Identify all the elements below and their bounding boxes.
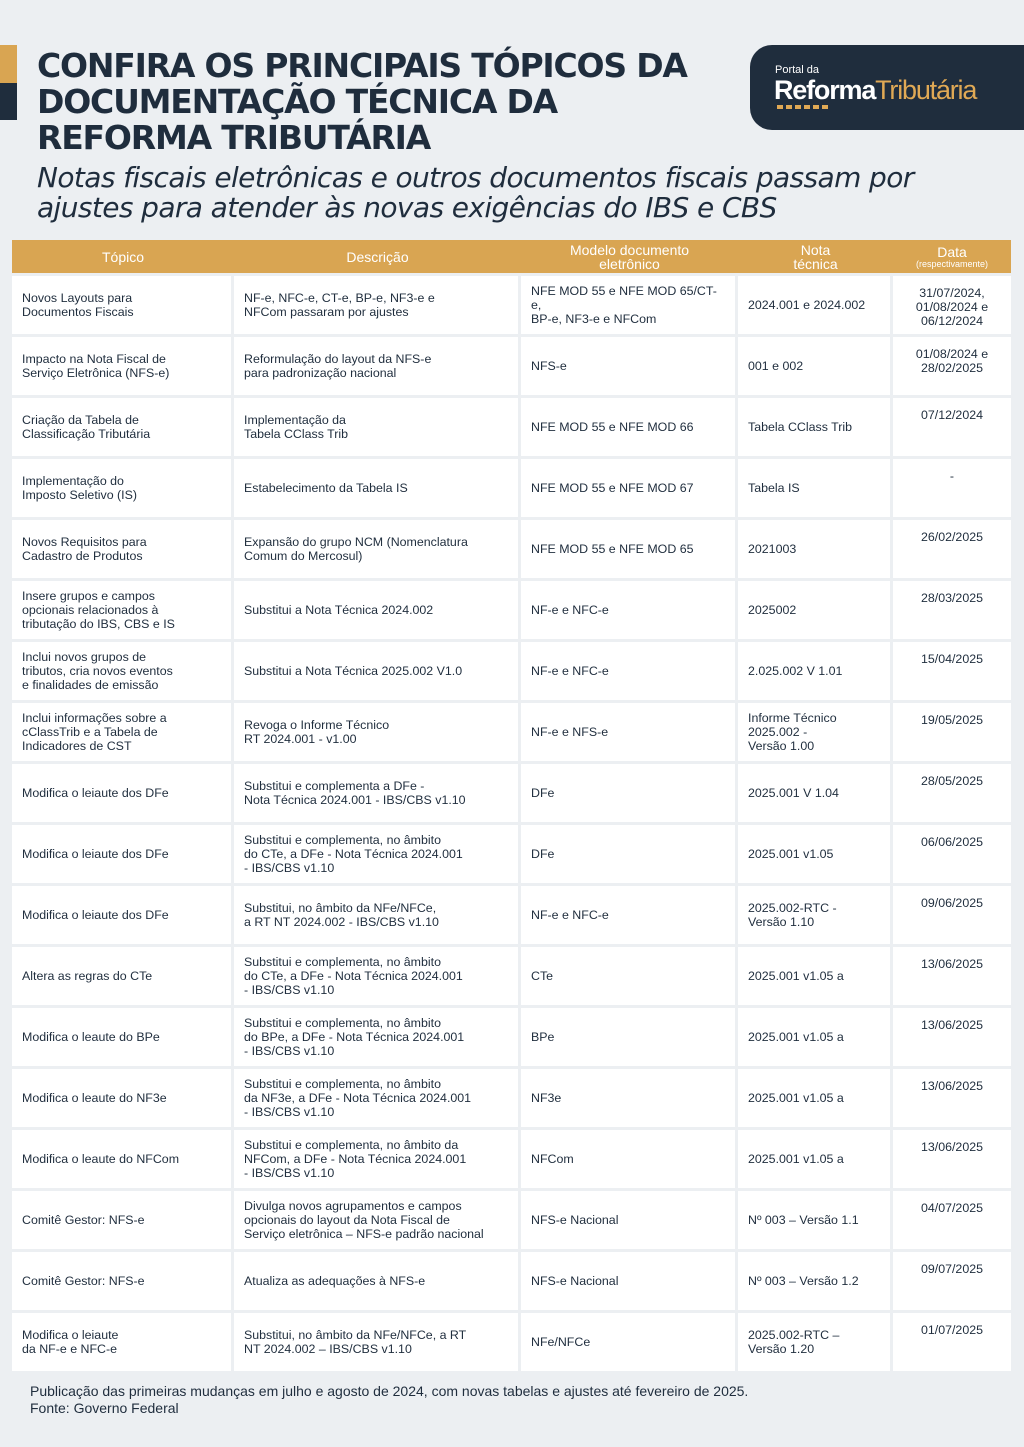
cell-topico: Comitê Gestor: NFS-e — [12, 1191, 231, 1249]
cell-modelo: DFe — [521, 764, 735, 822]
cell-modelo: NFE MOD 55 e NFE MOD 66 — [521, 398, 735, 456]
cell-data: 09/07/2025 — [893, 1252, 1011, 1310]
table-row — [12, 825, 1011, 883]
cell-data: 13/06/2025 — [893, 1069, 1011, 1127]
cell-topico: Inclui novos grupos de tributos, cria novos eventos e finalidades de emissão — [12, 642, 231, 700]
header-data-sub: (respectivamente) — [915, 258, 989, 269]
cell-data: 04/07/2025 — [893, 1191, 1011, 1249]
table-row — [12, 459, 1011, 517]
cell-topico: Implementação do Imposto Seletivo (IS) — [12, 459, 231, 517]
table-row — [12, 520, 1011, 578]
logo-wordmark — [774, 75, 976, 106]
page-title: CONFIRA OS PRINCIPAIS TÓPICOS DA DOCUMENTAÇÃO TÉCNICA DA REFORMA TRIBUTÁRIA — [37, 46, 687, 157]
footer-note: Publicação das primeiras mudanças em julho e agosto de 2024, com novas tabelas e ajustes até fevereiro de 2025. — [30, 1383, 749, 1399]
cell-descricao: Substitui e complementa, no âmbito do CTe, a DFe - Nota Técnica 2024.001 - IBS/CBS v1.10 — [234, 825, 518, 883]
cell-data: 06/06/2025 — [893, 825, 1011, 883]
cell-nota: 2025002 — [738, 581, 890, 639]
cell-data: 13/06/2025 — [893, 1008, 1011, 1066]
cell-nota: 2025.002-RTC - Versão 1.10 — [738, 886, 890, 944]
cell-nota: Tabela CClass Trib — [738, 398, 890, 456]
header-topico: Tópico — [101, 248, 145, 265]
footer-source: Fonte: Governo Federal — [30, 1400, 179, 1416]
cell-modelo: NFE MOD 55 e NFE MOD 65 — [521, 520, 735, 578]
cell-nota: 2.025.002 V 1.01 — [738, 642, 890, 700]
cell-descricao: Substitui a Nota Técnica 2025.002 V1.0 — [234, 642, 518, 700]
cell-nota: 2025.001 v1.05 a — [738, 947, 890, 1005]
cell-modelo: CTe — [521, 947, 735, 1005]
accent-bar-gold — [0, 45, 17, 83]
cell-topico: Insere grupos e campos opcionais relacionados à tributação do IBS, CBS e IS — [12, 581, 231, 639]
cell-descricao: Estabelecimento da Tabela IS — [234, 459, 518, 517]
topics-table — [12, 240, 1011, 1371]
cell-topico: Criação da Tabela de Classificação Tributária — [12, 398, 231, 456]
cell-descricao: Expansão do grupo NCM (Nomenclatura Comum do Mercosul) — [234, 520, 518, 578]
cell-modelo: NFS-e Nacional — [521, 1252, 735, 1310]
cell-data: 13/06/2025 — [893, 947, 1011, 1005]
cell-topico: Modifica o leaute do NFCom — [12, 1130, 231, 1188]
accent-bar-navy — [0, 83, 17, 120]
cell-modelo: NFS-e — [521, 337, 735, 395]
cell-modelo: BPe — [521, 1008, 735, 1066]
footer — [30, 1383, 990, 1417]
cell-topico: Novos Layouts para Documentos Fiscais — [12, 276, 231, 334]
cell-modelo: NF-e e NFS-e — [521, 703, 735, 761]
cell-data: - — [893, 459, 1011, 517]
cell-data: 28/05/2025 — [893, 764, 1011, 822]
table-row — [12, 642, 1011, 700]
cell-descricao: Substitui, no âmbito da NFe/NFCe, a RT NT 2024.002 – IBS/CBS v1.10 — [234, 1313, 518, 1371]
cell-data: 31/07/2024, 01/08/2024 e 06/12/2024 — [893, 276, 1011, 334]
cell-topico: Impacto na Nota Fiscal de Serviço Eletrônica (NFS-e) — [12, 337, 231, 395]
portal-logo — [750, 45, 1024, 130]
logo-dots — [777, 105, 829, 109]
cell-data: 09/06/2025 — [893, 886, 1011, 944]
cell-nota: 2025.002-RTC – Versão 1.20 — [738, 1313, 890, 1371]
cell-descricao: Atualiza as adequações à NFS-e — [234, 1252, 518, 1310]
cell-nota: Nº 003 – Versão 1.1 — [738, 1191, 890, 1249]
cell-modelo: NFe/NFCe — [521, 1313, 735, 1371]
table-body — [12, 276, 1011, 1371]
cell-topico: Modifica o leiaute dos DFe — [12, 764, 231, 822]
cell-modelo: NFE MOD 55 e NFE MOD 67 — [521, 459, 735, 517]
cell-data: 19/05/2025 — [893, 703, 1011, 761]
cell-descricao: Substitui, no âmbito da NFe/NFCe, a RT NT 2024.002 - IBS/CBS v1.10 — [234, 886, 518, 944]
cell-nota: Nº 003 – Versão 1.2 — [738, 1252, 890, 1310]
table-row — [12, 703, 1011, 761]
cell-modelo: NFCom — [521, 1130, 735, 1188]
cell-topico: Modifica o leiaute da NF-e e NFC-e — [12, 1313, 231, 1371]
cell-descricao: Reformulação do layout da NFS-e para padronização nacional — [234, 337, 518, 395]
table-row — [12, 581, 1011, 639]
header-data-label: Data — [937, 243, 967, 260]
logo-small-text: Portal da — [775, 64, 820, 76]
header-data — [893, 240, 1011, 273]
page-subtitle: Notas fiscais eletrônicas e outros documentos fiscais passam por ajustes para atender às novas exigências do IBS e CBS — [37, 161, 914, 224]
cell-data: 13/06/2025 — [893, 1130, 1011, 1188]
cell-data: 07/12/2024 — [893, 398, 1011, 456]
table-row — [12, 764, 1011, 822]
table-row — [12, 276, 1011, 334]
cell-nota: 2025.001 v1.05 a — [738, 1130, 890, 1188]
cell-descricao: Substitui e complementa a DFe - Nota Técnica 2024.001 - IBS/CBS v1.10 — [234, 764, 518, 822]
cell-descricao: Substitui e complementa, no âmbito do CTe, a DFe - Nota Técnica 2024.001 - IBS/CBS v1.10 — [234, 947, 518, 1005]
table-row — [12, 1008, 1011, 1066]
cell-topico: Modifica o leaute do BPe — [12, 1008, 231, 1066]
cell-topico: Modifica o leaute do NF3e — [12, 1069, 231, 1127]
cell-modelo: NFS-e Nacional — [521, 1191, 735, 1249]
cell-descricao: Implementação da Tabela CClass Trib — [234, 398, 518, 456]
cell-descricao: Substitui e complementa, no âmbito da NF3e, a DFe - Nota Técnica 2024.001 - IBS/CBS v1.10 — [234, 1069, 518, 1127]
table-row — [12, 1191, 1011, 1249]
cell-modelo: NF-e e NFC-e — [521, 642, 735, 700]
table-row — [12, 398, 1011, 456]
cell-data: 28/03/2025 — [893, 581, 1011, 639]
cell-topico: Altera as regras do CTe — [12, 947, 231, 1005]
cell-nota: Tabela IS — [738, 459, 890, 517]
header-descricao: Descrição — [346, 248, 409, 265]
cell-nota: 2021003 — [738, 520, 890, 578]
cell-topico: Novos Requisitos para Cadastro de Produtos — [12, 520, 231, 578]
cell-descricao: Substitui e complementa, no âmbito da NFCom, a DFe - Nota Técnica 2024.001 - IBS/CBS v1.10 — [234, 1130, 518, 1188]
cell-nota: 2024.001 e 2024.002 — [738, 276, 890, 334]
table-row — [12, 1130, 1011, 1188]
cell-descricao: NF-e, NFC-e, CT-e, BP-e, NF3-e e NFCom passaram por ajustes — [234, 276, 518, 334]
table-row — [12, 886, 1011, 944]
cell-nota: 001 e 002 — [738, 337, 890, 395]
cell-topico: Modifica o leiaute dos DFe — [12, 825, 231, 883]
cell-topico: Comitê Gestor: NFS-e — [12, 1252, 231, 1310]
cell-modelo: DFe — [521, 825, 735, 883]
table-row — [12, 1313, 1011, 1371]
logo-bold-text: Reforma — [774, 75, 876, 105]
cell-topico: Inclui informações sobre a cClassTrib e a Tabela de Indicadores de CST — [12, 703, 231, 761]
cell-nota: 2025.001 v1.05 a — [738, 1069, 890, 1127]
cell-nota: 2025.001 v1.05 — [738, 825, 890, 883]
cell-nota: 2025.001 v1.05 a — [738, 1008, 890, 1066]
table-header — [12, 240, 1011, 273]
cell-descricao: Substitui a Nota Técnica 2024.002 — [234, 581, 518, 639]
table-row — [12, 1252, 1011, 1310]
cell-modelo: NFE MOD 55 e NFE MOD 65/CT-e, BP-e, NF3-e e NFCom — [521, 276, 735, 334]
cell-nota: Informe Técnico 2025.002 - Versão 1.00 — [738, 703, 890, 761]
cell-data: 01/07/2025 — [893, 1313, 1011, 1371]
cell-modelo: NF-e e NFC-e — [521, 581, 735, 639]
cell-topico: Modifica o leiaute dos DFe — [12, 886, 231, 944]
header-modelo: Modelo documento eletrônico — [569, 241, 690, 272]
table-row — [12, 1069, 1011, 1127]
header-nota: Nota técnica — [793, 241, 838, 272]
cell-descricao: Divulga novos agrupamentos e campos opcionais do layout da Nota Fiscal de Serviço eletrônica – NFS-e padrão nacional — [234, 1191, 518, 1249]
table-row — [12, 947, 1011, 1005]
cell-data: 01/08/2024 e 28/02/2025 — [893, 337, 1011, 395]
cell-descricao: Substitui e complementa, no âmbito do BPe, a DFe - Nota Técnica 2024.001 - IBS/CBS v1.10 — [234, 1008, 518, 1066]
cell-nota: 2025.001 V 1.04 — [738, 764, 890, 822]
cell-data: 26/02/2025 — [893, 520, 1011, 578]
cell-modelo: NF-e e NFC-e — [521, 886, 735, 944]
cell-descricao: Revoga o Informe Técnico RT 2024.001 - v1.00 — [234, 703, 518, 761]
cell-data: 15/04/2025 — [893, 642, 1011, 700]
logo-light-text: Tributária — [875, 75, 977, 105]
cell-modelo: NF3e — [521, 1069, 735, 1127]
table-row — [12, 337, 1011, 395]
